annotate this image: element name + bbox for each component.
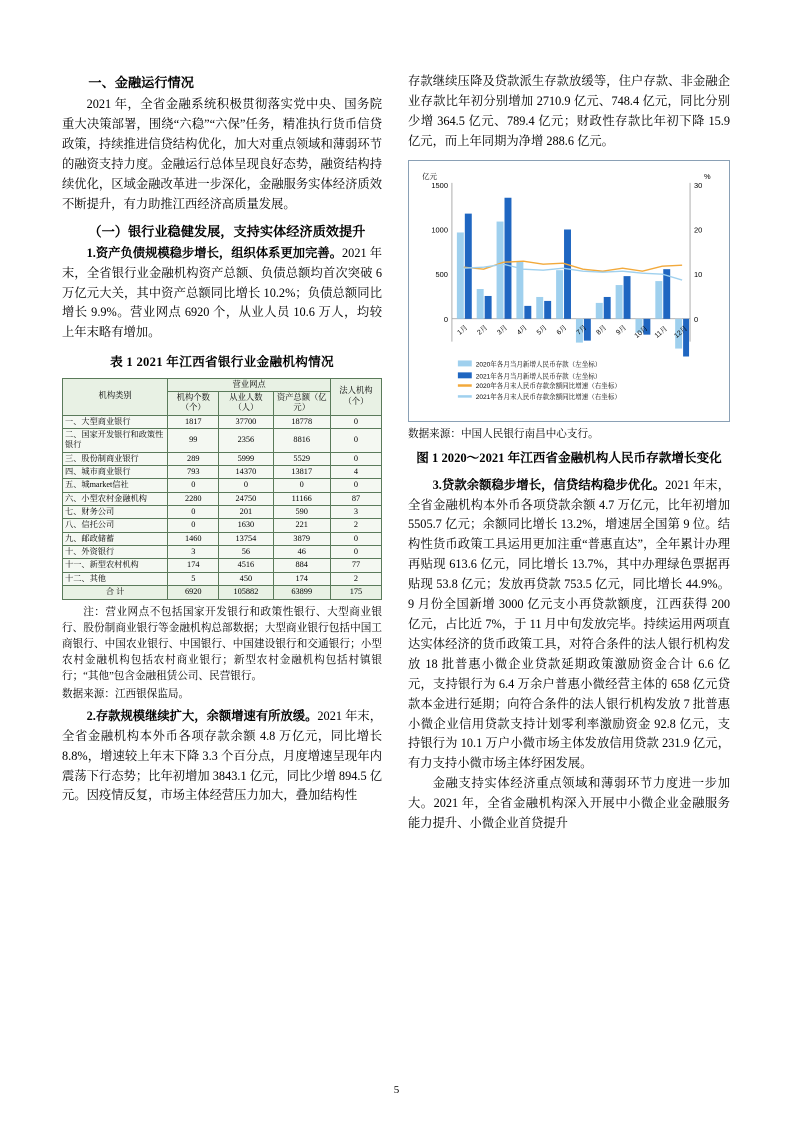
chart-ytick-right-20: 20 xyxy=(694,225,703,235)
cell-label: 十、外资银行 xyxy=(63,546,168,559)
legend-label-2: 2020年各月末人民币存款余额同比增速（右坐标） xyxy=(475,382,621,390)
cell-count: 3 xyxy=(168,546,219,559)
cell-label: 一、大型商业银行 xyxy=(63,415,168,428)
cell-assets: 8816 xyxy=(273,429,330,453)
th-legal-entities: 法人机构（个） xyxy=(330,378,381,415)
cell-count: 0 xyxy=(168,479,219,492)
svg-text:10月: 10月 xyxy=(633,324,650,340)
chart-ytick-right-10: 10 xyxy=(694,269,703,279)
paragraph-deposits-body: 2021 年末，全省金融机构本外币各项存款余额 4.8 万亿元，同比增长 8.8%，增速较上年末下降 3.3 个百分点，月度增速呈现年内震荡下行态势；比年初增加 3843.1 亿元，同比少增 894.5 亿元。因疫情反复，市场主体经营压力加大，叠加结构性 xyxy=(62,708,382,803)
chart-source: 数据来源：中国人民银行南昌中心支行。 xyxy=(408,428,599,440)
svg-text:8月: 8月 xyxy=(595,324,609,337)
cell-staff: 14370 xyxy=(219,465,273,478)
chart-ytick-right-30: 30 xyxy=(694,180,703,190)
table-row xyxy=(63,452,382,465)
svg-text:5月: 5月 xyxy=(535,324,549,337)
cell-assets: 3879 xyxy=(273,532,330,545)
cell-count: 2280 xyxy=(168,492,219,505)
cell-count-total: 6920 xyxy=(168,586,219,599)
cell-staff: 201 xyxy=(219,505,273,518)
chart-ytick-left-1500: 1500 xyxy=(431,180,448,190)
table-row xyxy=(63,429,382,453)
th-institution-type: 机构类别 xyxy=(63,378,168,415)
cell-label: 十二、其他 xyxy=(63,572,168,585)
th-assets: 资产总额（亿元） xyxy=(273,391,330,415)
chart-ylabel-right: % xyxy=(703,171,711,181)
cell-count: 0 xyxy=(168,519,219,532)
cell-staff: 0 xyxy=(219,479,273,492)
cell-legal: 3 xyxy=(330,505,381,518)
cell-assets: 18778 xyxy=(273,415,330,428)
paragraph-assets xyxy=(62,244,382,344)
table-row xyxy=(63,505,382,518)
table-row xyxy=(63,519,382,532)
cell-assets: 13817 xyxy=(273,465,330,478)
svg-text:4月: 4月 xyxy=(516,324,529,337)
paragraph-intro: 2021 年，全省金融系统积极贯彻落实党中央、国务院重大决策部署，围绕“六稳”“六保”任务，精准执行货币信贷政策，持续推进信贷结构优化，加大对重点领域和薄弱环节的融资支持力度。金融运行总体呈现良好态势，融资结构持续优化，区域金融改革进一步深化，金融服务实体经济质效不断提升，有力助推江西经济高质量发展。 xyxy=(62,97,382,211)
cell-assets: 46 xyxy=(273,546,330,559)
cell-label: 九、邮政储蓄 xyxy=(63,532,168,545)
page-number: 5 xyxy=(393,1084,400,1096)
cell-staff-total: 105882 xyxy=(219,586,273,599)
th-staff: 从业人数（人） xyxy=(219,391,273,415)
cell-label: 四、城市商业银行 xyxy=(63,465,168,478)
cell-legal: 0 xyxy=(330,429,381,453)
cell-staff: 13754 xyxy=(219,532,273,545)
cell-legal: 2 xyxy=(330,572,381,585)
chart-legend xyxy=(458,359,621,401)
table-row-total xyxy=(63,586,382,599)
cell-label: 十一、新型农村机构 xyxy=(63,559,168,572)
cell-count: 99 xyxy=(168,429,219,453)
svg-text:11月: 11月 xyxy=(653,324,669,340)
table-source: 数据来源：江西银保监局。 xyxy=(62,688,190,700)
table-row xyxy=(63,415,382,428)
cell-legal: 0 xyxy=(330,415,381,428)
legend-label-3: 2021年各月末人民币存款余额同比增速（右坐标） xyxy=(475,393,621,401)
cell-assets: 590 xyxy=(273,505,330,518)
cell-label: 五、城market信社 xyxy=(63,479,168,492)
cell-count: 0 xyxy=(168,505,219,518)
cell-legal: 0 xyxy=(330,532,381,545)
cell-label: 七、财务公司 xyxy=(63,505,168,518)
cell-assets: 5529 xyxy=(273,452,330,465)
cell-legal: 0 xyxy=(330,479,381,492)
chart-ytick-right-0: 0 xyxy=(694,314,699,324)
bank-institutions-table xyxy=(62,378,382,600)
paragraph-loans xyxy=(408,476,730,775)
table-row xyxy=(63,465,382,478)
table-body xyxy=(63,415,382,599)
chart-svg xyxy=(413,165,725,419)
paragraph-loans-body: 2021 年末，全省金融机构本外币各项贷款余额 4.7 万亿元，比年初增加 5505.7 亿元；余额同比增长 13.2%，增速居全国第 9 位。结构性货币政策工具运用更加注重“普惠直达”，全年累计办理再贴现 613.6 亿元，同比增长 13.7%，其中办理绿色票据再贴现 53.8 亿元；发放再贷款 753.5 亿元，同比增长 44.9%。9 月份全国新增 3000 亿元支小再贷款额度，江西获得 200 亿元，占比近 7%，于 11 月中旬发放完毕。持续运用两项直达实体经济的货币政策工具，对符合条件的法人银行机构发放 18 批普惠小微企业贷款延期政策激励资金合计 6.6 亿元，支持银行为 6.4 万余户普惠小微经营主体的 658 亿元贷款本金进行延期；向符合条件的法人银行机构发放 7 批普惠小微企业信用贷款支持计划零利率激励资金 92.8 亿元，支持银行为 10.1 万户小微市场主体发放信用贷款 231.9 亿元，有力支持小微市场主体纾困发展。 xyxy=(408,477,730,771)
cell-legal: 4 xyxy=(330,465,381,478)
right-column xyxy=(408,72,730,1062)
cell-assets: 11166 xyxy=(273,492,330,505)
table-row xyxy=(63,492,382,505)
cell-staff: 4516 xyxy=(219,559,273,572)
table-row xyxy=(63,532,382,545)
cell-staff: 37700 xyxy=(219,415,273,428)
paragraph-deposits-lead: 2.存款规模继续扩大，余额增速有所放缓。 xyxy=(86,708,318,723)
table-row xyxy=(63,572,382,585)
cell-count: 793 xyxy=(168,465,219,478)
cell-label: 八、信托公司 xyxy=(63,519,168,532)
cell-legal: 87 xyxy=(330,492,381,505)
table-row xyxy=(63,546,382,559)
cell-staff: 5999 xyxy=(219,452,273,465)
cell-legal: 2 xyxy=(330,519,381,532)
cell-assets: 0 xyxy=(273,479,330,492)
legend-label-1: 2021年各月当月新增人民币存款（左坐标） xyxy=(475,372,602,380)
svg-text:3月: 3月 xyxy=(496,324,509,337)
cell-label: 二、国家开发银行和政策性银行 xyxy=(63,429,168,453)
deposit-growth-chart xyxy=(408,160,730,422)
left-column xyxy=(62,72,382,1062)
svg-text:1月: 1月 xyxy=(456,324,470,337)
subsection-heading-bank: （一）银行业稳健发展，支持实体经济质效提升 xyxy=(88,223,366,239)
cell-legal: 77 xyxy=(330,559,381,572)
chart-ytick-left-0: 0 xyxy=(443,314,448,324)
paragraph-deposits xyxy=(62,707,382,807)
chart-xticks xyxy=(456,323,689,339)
cell-staff: 56 xyxy=(219,546,273,559)
cell-assets: 884 xyxy=(273,559,330,572)
table-row xyxy=(63,559,382,572)
svg-text:7月: 7月 xyxy=(575,324,589,337)
cell-staff: 24750 xyxy=(219,492,273,505)
cell-staff: 450 xyxy=(219,572,273,585)
section-heading: 一、金融运行情况 xyxy=(88,75,194,90)
two-column-layout xyxy=(62,72,731,1062)
legend-label-0: 2020年各月当月新增人民币存款（左坐标） xyxy=(475,361,602,369)
cell-assets-total: 63899 xyxy=(273,586,330,599)
cell-legal: 0 xyxy=(330,452,381,465)
cell-count: 5 xyxy=(168,572,219,585)
svg-text:9月: 9月 xyxy=(615,324,628,337)
cell-assets: 174 xyxy=(273,572,330,585)
svg-text:6月: 6月 xyxy=(555,324,569,337)
cell-label: 三、股份制商业银行 xyxy=(63,452,168,465)
svg-text:12月: 12月 xyxy=(673,324,690,340)
paragraph-assets-lead: 1.资产负债规模稳步增长，组织体系更加完善。 xyxy=(86,245,343,260)
cell-count: 289 xyxy=(168,452,219,465)
chart-ytick-left-1000: 1000 xyxy=(431,225,448,235)
cell-staff: 1630 xyxy=(219,519,273,532)
cell-count: 174 xyxy=(168,559,219,572)
table-row xyxy=(63,479,382,492)
cell-label-total: 合 计 xyxy=(63,586,168,599)
cell-staff: 2356 xyxy=(219,429,273,453)
th-count: 机构个数（个） xyxy=(168,391,219,415)
cell-count: 1817 xyxy=(168,415,219,428)
cell-legal-total: 175 xyxy=(330,586,381,599)
cell-count: 1460 xyxy=(168,532,219,545)
paragraph-loans-lead: 3.贷款余额稳步增长，信贷结构稳步优化。 xyxy=(432,477,666,492)
cell-label: 六、小型农村金融机构 xyxy=(63,492,168,505)
table-title: 表 1 2021 年江西省银行业金融机构情况 xyxy=(110,355,334,370)
th-branch-group: 营业网点 xyxy=(168,378,331,391)
cell-assets: 221 xyxy=(273,519,330,532)
svg-text:2月: 2月 xyxy=(476,324,490,337)
chart-ytick-left-500: 500 xyxy=(435,269,448,279)
chart-ylabel-left: 亿元 xyxy=(422,171,438,181)
paragraph-deposit-detail: 存款继续压降及贷款派生存款放缓等，住户存款、非金融企业存款比年初分别增加 2710.9 亿元、748.4 亿元，同比分别少增 364.5 亿元、789.4 亿元；财政性存款比年初下降 15.9 亿元，而上年同期为净增 288.6 亿元。 xyxy=(408,74,730,148)
paragraph-support: 金融支持实体经济重点领域和薄弱环节力度进一步加大。2021 年，全省金融机构深入开展中小微企业金融服务能力提升、小微企业首贷提升 xyxy=(408,776,730,831)
paragraph-assets-body: 2021 年末，全省银行业金融机构资产总额、负债总额均首次突破 6 万亿元大关，其中资产总额同比增长 10.2%；负债总额同比增长 9.9%。营业网点 6920 个，从业人员 10.6 万人，均较上年末略有增加。 xyxy=(62,245,382,340)
cell-legal: 0 xyxy=(330,546,381,559)
table-note: 注：营业网点不包括国家开发银行和政策性银行、大型商业银行、股份制商业银行等金融机构总部数据；大型商业银行包括中国工商银行、中国农业银行、中国银行、中国建设银行和交通银行；小型农村金融机构包括农村商业银行；新型农村金融机构包括村镇银行；“其他”包含金融租赁公司、民营银行。 xyxy=(62,606,382,682)
figure-title: 图 1 2020～2021 年江西省金融机构人民币存款增长变化 xyxy=(416,450,722,465)
